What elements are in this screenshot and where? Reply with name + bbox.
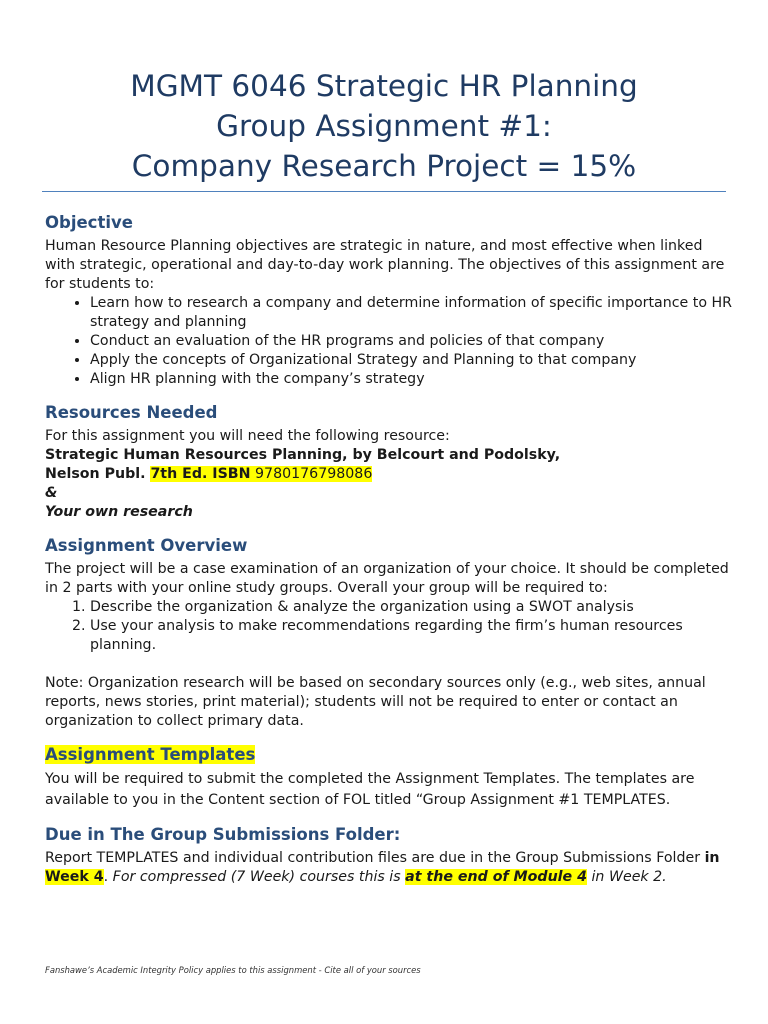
textbook-edition: 7th Ed. ISBN (150, 466, 251, 482)
due-text-2: For compressed (7 Week) courses this is (112, 869, 406, 885)
document-title (40, 66, 728, 186)
templates-paragraph: You will be required to submit the completed the Assignment Templates. The templates are available to you in the Content section of FOL titled “Group Assignment #1 TEMPLATES. (45, 771, 695, 808)
overview-paragraph: The project will be a case examination of an organization of your choice. It should be completed in 2 parts with your online study groups. Overall your group will be required to: (45, 561, 729, 596)
textbook-title: Strategic Human Resources Planning, by Belcourt and Podolsky, (45, 447, 561, 463)
resources-section (45, 399, 733, 522)
objective-bullet: • Conduct an evaluation of the HR programs and policies of that company (90, 332, 733, 351)
objective-heading: Objective (45, 213, 133, 232)
due-in-word: in (704, 850, 720, 866)
templates-section (45, 741, 733, 811)
objective-paragraph: Human Resource Planning objectives are strategic in nature, and most effective when linked with strategic, operational and day-to-day work planning. The objectives of this assignment are for students to: (45, 238, 725, 292)
objective-list (45, 294, 733, 389)
overview-section (45, 532, 733, 731)
due-module-4: at the end of Module 4 (405, 869, 587, 885)
overview-step: 1. Describe the organization & analyze the organization using a SWOT analysis (90, 598, 733, 617)
due-text-3: in Week 2. (586, 869, 667, 885)
due-text-1: Report TEMPLATES and individual contribution files are due in the Group Submissions Folder (45, 850, 705, 866)
title-line-2: Group Assignment #1: (216, 109, 552, 143)
objective-section (45, 209, 733, 389)
objective-bullet: • Align HR planning with the company’s strategy (90, 370, 733, 389)
academic-integrity-footer: Fanshawe’s Academic Integrity Policy applies to this assignment - Cite all of your sources (45, 965, 421, 975)
due-paragraph (45, 849, 733, 887)
overview-note: Note: Organization research will be based on secondary sources only (e.g., web sites, annual reports, news stories, print material); students will not be required to enter or contact an organization to collect primary data. (45, 675, 706, 729)
textbook-publisher: Nelson Publ. (45, 466, 151, 482)
document-body (45, 209, 733, 887)
templates-heading (45, 741, 733, 769)
objective-bullet: • Learn how to research a company and determine information of specific importance to HR strategy and planning (90, 294, 733, 332)
own-research-label: Your own research (45, 504, 193, 520)
templates-heading-text: Assignment Templates (45, 745, 256, 764)
title-divider (42, 191, 726, 192)
resources-heading: Resources Needed (45, 403, 218, 422)
textbook-details (45, 465, 733, 484)
due-week-4: Week 4 (45, 869, 104, 885)
title-line-1: MGMT 6046 Strategic HR Planning (130, 69, 638, 103)
due-section (45, 821, 733, 887)
due-period: . (103, 869, 113, 885)
resources-ampersand: & (45, 485, 58, 501)
overview-step: 2. Use your analysis to make recommendations regarding the firm’s human resources planning. (90, 617, 733, 655)
title-line-3: Company Research Project = 15% (131, 149, 637, 183)
overview-heading: Assignment Overview (45, 536, 248, 555)
due-heading: Due in The Group Submissions Folder: (45, 825, 401, 844)
objective-bullet: • Apply the concepts of Organizational Strategy and Planning to that company (90, 351, 733, 370)
overview-steps (45, 598, 733, 655)
resources-intro: For this assignment you will need the following resource: (45, 428, 450, 444)
textbook-isbn: 9780176798086 (250, 466, 373, 482)
